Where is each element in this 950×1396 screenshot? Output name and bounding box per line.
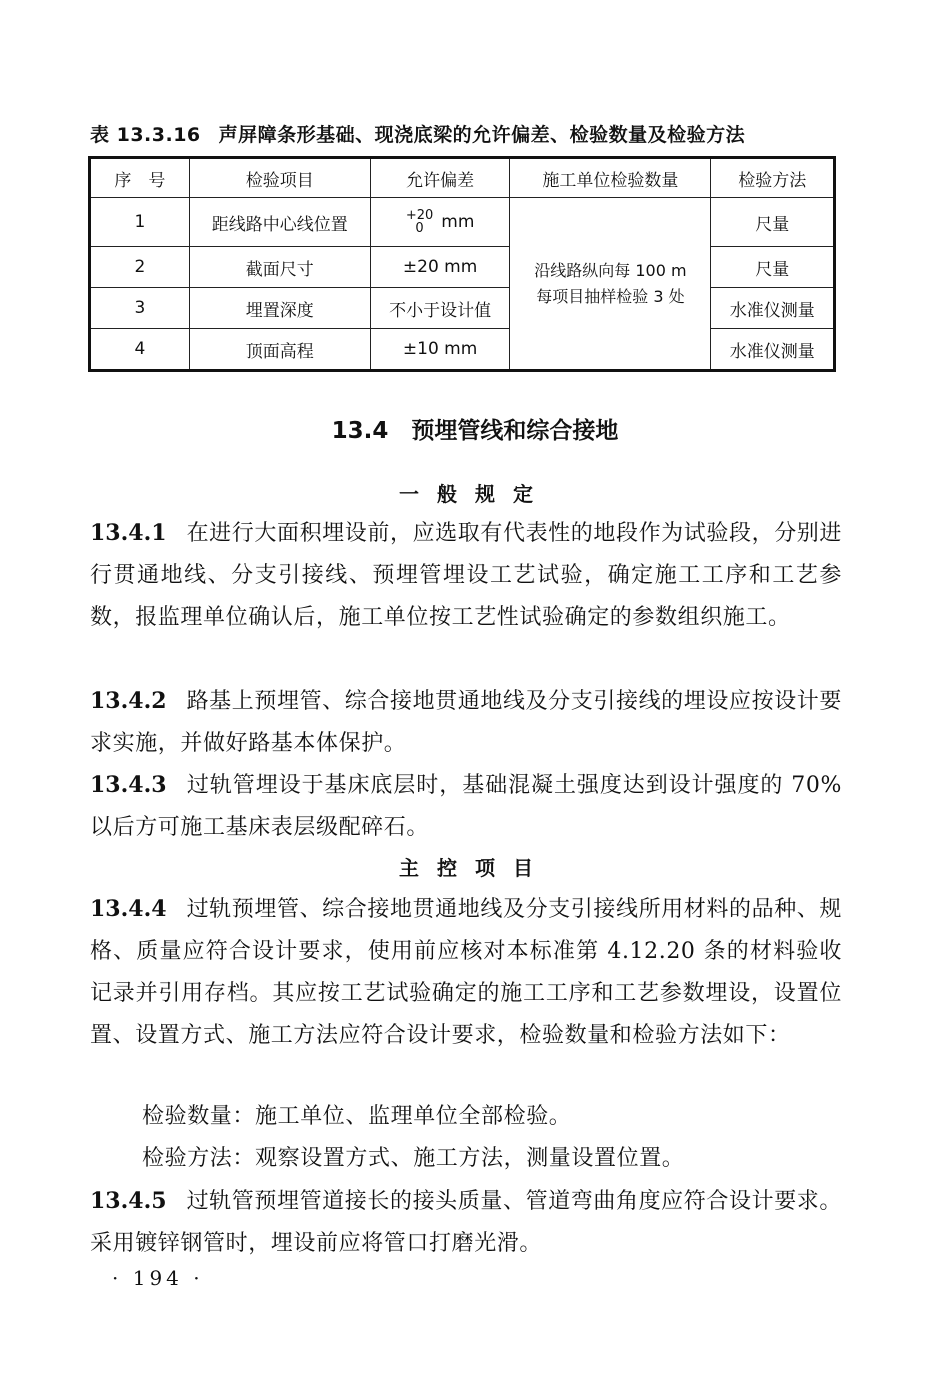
cell-no: 1: [90, 198, 190, 247]
clause-id: 13.4.4: [90, 896, 167, 922]
cell-method: 水准仪测量: [711, 329, 835, 371]
clause-id: 13.4.2: [90, 688, 167, 714]
quantity-line-2: 每项目抽样检验 3 处: [536, 286, 685, 306]
table-header-row: [90, 158, 835, 198]
cell-method: 尺量: [711, 247, 835, 288]
cell-tolerance: 不小于设计值: [370, 288, 509, 329]
clause-text: 路基上预埋管、综合接地贯通地线及分支引接线的埋设应按设计要求实施，并做好路基本体保护。: [90, 689, 842, 756]
clause-text: 过轨管埋设于基床底层时，基础混凝土强度达到设计强度的 70%以后方可施工基床表层级配碎石。: [90, 773, 842, 840]
table-row: [90, 247, 835, 288]
cell-item: 顶面高程: [189, 329, 370, 371]
cell-no: 3: [90, 288, 190, 329]
cell-tolerance: ±20 mm: [370, 247, 509, 288]
cell-item: 截面尺寸: [189, 247, 370, 288]
subhead-main-control: 主控项目: [399, 856, 551, 880]
tolerance-lower: 0: [415, 221, 424, 236]
clause-13-4-5: [90, 1180, 842, 1265]
table-title: 声屏障条形基础、现浇底梁的允许偏差、检验数量及检验方法: [218, 124, 746, 146]
table-caption: [90, 120, 850, 147]
tolerance-range: [406, 209, 433, 235]
clause-text: 过轨预埋管、综合接地贯通地线及分支引接线所用材料的品种、规格、质量应符合设计要求，使用前应核对本标准第 4.12.20 条的材料验收记录并引用存档。其应按工艺试验确定的施工工序和工艺参数埋设，设置位置、设置方式、施工方法应符合设计要求，检验数量和检验方法如下：: [90, 897, 842, 1048]
clause-13-4-3: [90, 764, 842, 849]
clause-13-4-1: [90, 512, 842, 639]
tolerance-unit: mm: [441, 212, 475, 232]
cell-item: 埋置深度: [189, 288, 370, 329]
cell-tolerance: ±10 mm: [370, 329, 509, 371]
cell-method: 尺量: [711, 198, 835, 247]
header-seq: 序 号: [90, 158, 190, 198]
table-row: [90, 288, 835, 329]
header-tolerance: 允许偏差: [370, 158, 509, 198]
clause-id: 13.4.5: [90, 1188, 167, 1214]
cell-no: 2: [90, 247, 190, 288]
header-method: 检验方法: [711, 158, 835, 198]
cell-method: 水准仪测量: [711, 288, 835, 329]
clause-id: 13.4.1: [90, 520, 167, 546]
clause-text: 在进行大面积埋设前，应选取有代表性的地段作为试验段，分别进行贯通地线、分支引接线、预埋管埋设工艺试验，确定施工工序和工艺参数，报监理单位确认后，施工单位按工艺性试验确定的参数组织施工。: [90, 521, 842, 630]
page-number: · 194 ·: [112, 1266, 204, 1290]
clause-13-4-4: [90, 888, 842, 1057]
inspection-method: 检验方法：观察设置方式、施工方法，测量设置位置。: [142, 1146, 685, 1171]
inspection-quantity: 检验数量：施工单位、监理单位全部检验。: [142, 1104, 572, 1129]
table-row: [90, 329, 835, 371]
tolerance-upper: +20: [405, 208, 434, 223]
cell-item: 距线路中心线位置: [189, 198, 370, 247]
section-title: 13.4 预埋管线和综合接地: [331, 418, 619, 444]
table-number: 表 13.3.16: [90, 124, 201, 146]
cell-tolerance: [370, 198, 509, 247]
cell-no: 4: [90, 329, 190, 371]
clause-id: 13.4.3: [90, 772, 167, 798]
table-row: [90, 198, 835, 247]
header-item: 检验项目: [189, 158, 370, 198]
cell-quantity: [510, 198, 711, 371]
clause-13-4-2: [90, 680, 842, 765]
clause-text: 过轨管预埋管道接长的接头质量、管道弯曲角度应符合设计要求。采用镀锌钢管时，埋设前应将管口打磨光滑。: [90, 1189, 842, 1256]
subhead-general: 一般规定: [399, 482, 551, 506]
tolerance-table: [88, 156, 836, 372]
quantity-line-1: 沿线路纵向每 100 m: [534, 260, 687, 280]
header-quantity: 施工单位检验数量: [510, 158, 711, 198]
